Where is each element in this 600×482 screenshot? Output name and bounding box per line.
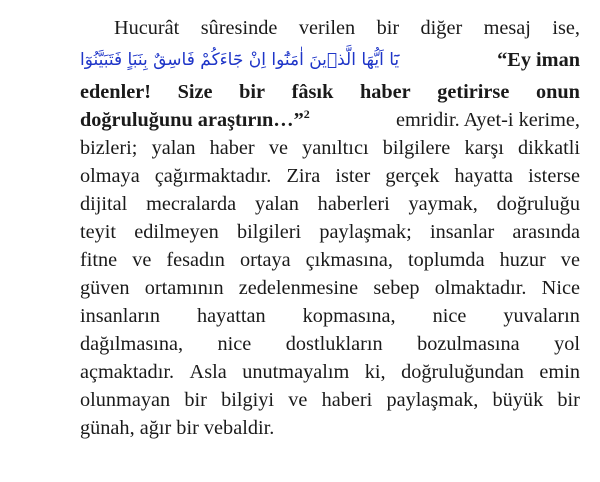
word: kopmasına, xyxy=(302,305,396,327)
word: dostlukların xyxy=(285,333,383,355)
word: Asla xyxy=(189,361,227,383)
word: büyük xyxy=(492,389,544,411)
word: doğruluğundan xyxy=(401,361,524,383)
word: onun xyxy=(535,81,580,103)
word: yaymak, xyxy=(408,193,478,215)
word: emin xyxy=(539,361,580,383)
word: ve xyxy=(132,249,152,271)
word: huzur xyxy=(499,249,546,271)
word: haberleri xyxy=(317,193,390,215)
arabic-verse: يَٓا اَيُّهَا الَّذٖينَ اٰمَنُٓوا اِنْ جَٓاءَكُمْ فَاسِقٌ بِنَبَاٍ فَتَبَيَّنُوٓا xyxy=(80,50,400,70)
word: ve xyxy=(268,137,288,159)
word: dikkatli xyxy=(518,137,580,159)
word: insanların xyxy=(80,305,160,327)
word: bir xyxy=(239,81,266,103)
word: Size xyxy=(177,81,213,103)
word: sebep xyxy=(373,277,420,299)
word: ortaya xyxy=(239,249,291,271)
word: ki, xyxy=(364,361,386,383)
word: edilmeyen xyxy=(134,221,219,243)
word: bilgilere xyxy=(382,137,451,159)
word: ortamının xyxy=(144,277,224,299)
word: paylaşmak, xyxy=(386,389,479,411)
word: unutmayalım xyxy=(242,361,350,383)
word: bilgiyi xyxy=(221,389,275,411)
word: getirirse xyxy=(437,81,510,103)
word: yalan xyxy=(254,193,299,215)
text-line xyxy=(80,274,580,302)
word: mesaj xyxy=(483,17,531,39)
word: güven xyxy=(80,277,130,299)
word: haber xyxy=(209,137,255,159)
text-line xyxy=(80,330,580,358)
text-line xyxy=(80,190,580,218)
word: ve xyxy=(288,389,308,411)
word: açmaktadır. xyxy=(80,361,175,383)
word: bilgileri xyxy=(236,221,302,243)
word: teyit xyxy=(80,221,117,243)
word: zedelenmesine xyxy=(238,277,359,299)
word: edenler! xyxy=(80,81,151,103)
word: ise, xyxy=(552,17,580,39)
word: hayattan xyxy=(196,305,266,327)
word: insanlar xyxy=(430,221,495,243)
word: ve xyxy=(560,249,580,271)
quote-end-rest: emridir. Ayet-i kerime, xyxy=(396,109,580,131)
word: bozulmasına xyxy=(417,333,520,355)
text-line xyxy=(80,358,580,386)
text-line xyxy=(80,162,580,190)
word: olunmayan xyxy=(80,389,171,411)
word: verilen xyxy=(298,17,356,39)
word: Nice xyxy=(541,277,580,299)
word: çıkmasına, xyxy=(305,249,393,271)
verse-line xyxy=(80,42,580,78)
text-line xyxy=(80,386,580,414)
word: nice xyxy=(432,305,467,327)
text-line xyxy=(80,246,580,274)
body-paragraph xyxy=(80,14,580,442)
text-line xyxy=(80,218,580,246)
word: paylaşmak; xyxy=(319,221,412,243)
quote-end-line xyxy=(80,106,580,134)
quote-end: doğruluğunu araştırın…”$^2$ xyxy=(80,107,310,131)
quote-start: “Ey iman xyxy=(497,49,580,71)
word: yuvaların xyxy=(503,305,580,327)
text-line xyxy=(80,14,580,42)
quote-line xyxy=(80,78,580,106)
word: çağırmaktadır. xyxy=(154,165,272,187)
word: olmaya xyxy=(80,165,140,187)
text-line xyxy=(80,302,580,330)
word: doğruluğu xyxy=(496,193,580,215)
word: bir xyxy=(184,389,207,411)
word: isterse xyxy=(528,165,580,187)
word: gerçek xyxy=(385,165,440,187)
word: toplumda xyxy=(407,249,485,271)
text-line xyxy=(80,134,580,162)
word: olmaktadır. xyxy=(434,277,527,299)
word: sûresinde xyxy=(200,17,278,39)
word: bizleri; xyxy=(80,137,138,159)
word: Hucurât xyxy=(114,17,180,39)
word: diğer xyxy=(420,17,463,39)
footnote-ref: 2 xyxy=(303,107,310,121)
word: fâsık xyxy=(291,81,334,103)
word: fesadın xyxy=(166,249,225,271)
word: dağılmasına, xyxy=(80,333,184,355)
word: haberi xyxy=(321,389,373,411)
text-line: günah, ağır bir vebaldir. xyxy=(80,417,275,439)
word: Zira xyxy=(286,165,321,187)
word: dijital xyxy=(80,193,128,215)
word: nice xyxy=(217,333,252,355)
word: arasında xyxy=(512,221,580,243)
word: yol xyxy=(554,333,580,355)
word: ister xyxy=(335,165,371,187)
word: mecralarda xyxy=(146,193,237,215)
word: fitne xyxy=(80,249,118,271)
word: bir xyxy=(376,17,400,39)
word: yalan xyxy=(151,137,196,159)
word: yanıltıcı xyxy=(302,137,369,159)
word: karşı xyxy=(464,137,504,159)
word: haber xyxy=(359,81,411,103)
word: hayatta xyxy=(454,165,514,187)
word: bir xyxy=(557,389,580,411)
